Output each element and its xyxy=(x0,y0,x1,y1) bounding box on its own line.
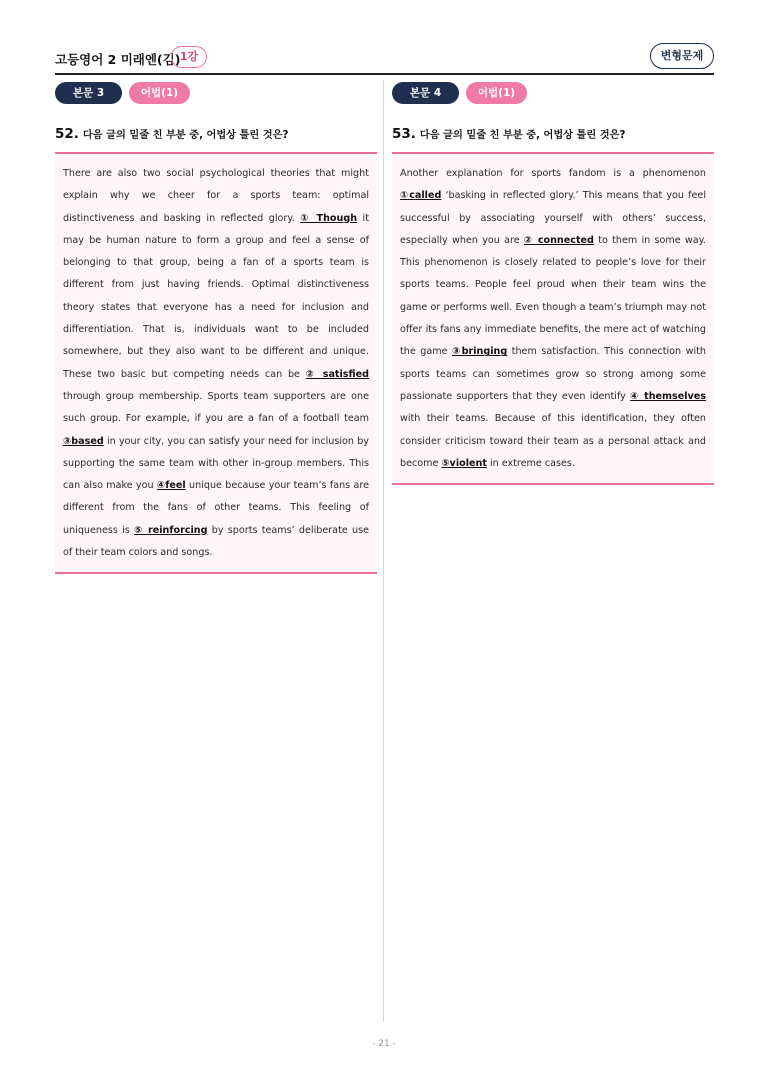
passage-segment: Another explanation for sports fandom is a phenomenon xyxy=(400,168,706,179)
grammar-tag: 어법(1) xyxy=(466,82,527,104)
question-number: 53. xyxy=(392,126,416,142)
underlined-choice: ④ themselves xyxy=(630,390,707,402)
underlined-choice: ⑤ reinforcing xyxy=(134,524,208,536)
passage-segment: unique because your team’s fans are different from the fans of other teams. This feeling of uniqueness is xyxy=(63,480,369,536)
page-header xyxy=(55,46,714,74)
passage-segment: in extreme cases. xyxy=(486,457,575,469)
section-tag: 본문 3 xyxy=(55,82,122,104)
passage-text xyxy=(400,163,706,475)
question-53 xyxy=(392,123,714,143)
book-title: 고등영어 2 미래엔(김) xyxy=(55,52,181,67)
passage-segment: it may be human nature to form a group and feel a sense of belonging to that group, being a fan of a sports team is different from just having friends. Optimal distinctiveness theory states that everyone has a need for inclusion and differentiation. That is, individuals want to be included somewhere, but they also want to be different and unique. These two basic but competing needs can be xyxy=(63,212,369,380)
question-prompt: 다음 글의 밑줄 친 부분 중, 어법상 틀린 것은? xyxy=(419,130,626,141)
question-number: 52. xyxy=(55,126,79,142)
underlined-choice: ② connected xyxy=(523,234,594,246)
right-tags xyxy=(392,82,714,106)
passage-segment: through group membership. Sports team supporters are one such group. For example, if you are a fan of a football team xyxy=(63,390,369,425)
underlined-choice: ①called xyxy=(400,190,442,202)
passage-text xyxy=(63,163,369,564)
passage-box xyxy=(392,152,714,485)
passage-segment: in your city, you can satisfy your need for inclusion by supporting the same team with other in-group members. This can also make you xyxy=(63,435,369,492)
right-column xyxy=(392,82,714,485)
page-number: - 21 - xyxy=(372,1039,396,1049)
question-52 xyxy=(55,123,377,143)
underlined-choice: ③based xyxy=(63,435,104,447)
passage-segment: them satisfaction. This connection with sports teams can sometimes grow so strong among some passionate supporters that they even identify xyxy=(400,346,706,402)
passage-box xyxy=(55,152,377,574)
passage-segment: to them in some way. This phenomenon is closely related to people’s love for their sports teams. People feel proud when their team wins the game or performs well. Even though a team’s triumph may not offer its fans any immediate benefits, the mere act of watching the game xyxy=(400,234,706,358)
underlined-choice: ② satisfied xyxy=(305,368,369,380)
question-type-badge: 변형문제 xyxy=(650,43,714,69)
passage-segment: with their teams. Because of this identification, they often consider criticism toward their team as a personal attack and become xyxy=(400,413,706,469)
left-column xyxy=(55,82,377,574)
section-tag: 본문 4 xyxy=(392,82,459,104)
left-tags xyxy=(55,82,377,106)
underlined-choice: ⑤violent xyxy=(441,457,487,469)
lesson-badge: 1강 xyxy=(171,46,207,68)
underlined-choice: ① Though xyxy=(300,212,358,224)
passage-segment: ‘basking in reflected glory.’ This means that you feel successful by associating yourself with others’ success, especially when you are xyxy=(400,190,706,246)
question-prompt: 다음 글의 밑줄 친 부분 중, 어법상 틀린 것은? xyxy=(82,130,289,141)
underlined-choice: ④feel xyxy=(156,480,186,492)
passage-segment: by sports teams’ deliberate use of their team colors and songs. xyxy=(63,524,369,559)
column-divider xyxy=(383,80,384,1022)
passage-segment: There are also two social psychological theories that might explain why we cheer for a sports team: optimal distinctiveness and basking in reflected glory. xyxy=(63,168,369,224)
header-divider xyxy=(55,73,714,75)
underlined-choice: ③bringing xyxy=(452,346,508,358)
grammar-tag: 어법(1) xyxy=(129,82,190,104)
